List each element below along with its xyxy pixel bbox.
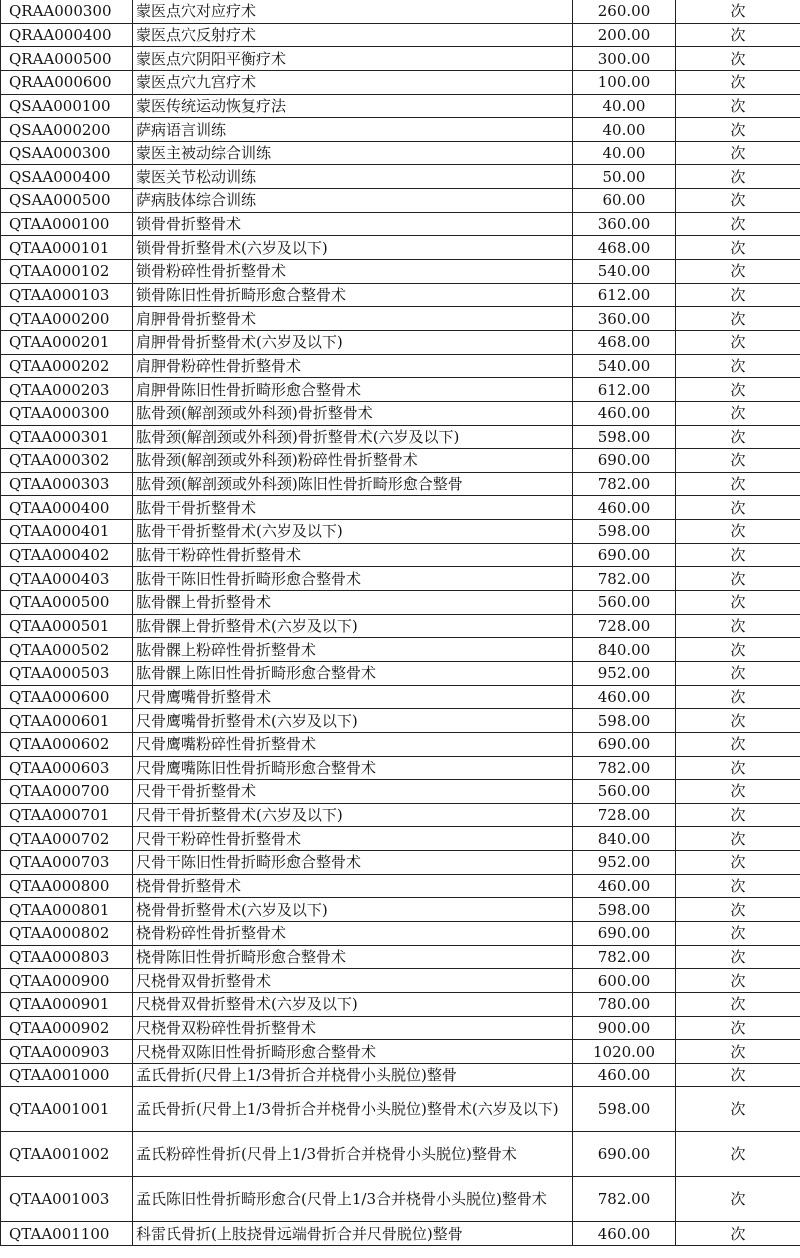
name-cell: 蒙医主被动综合训练: [133, 141, 573, 165]
price-cell: 690.00: [573, 543, 676, 567]
name-cell: 肱骨髁上骨折整骨术: [133, 591, 573, 615]
unit-cell: 次: [676, 189, 800, 213]
unit-cell: 次: [676, 543, 800, 567]
price-cell: 952.00: [573, 661, 676, 685]
price-cell: 50.00: [573, 165, 676, 189]
code-cell: QTAA000600: [1, 685, 133, 709]
unit-cell: 次: [676, 94, 800, 118]
unit-cell: 次: [676, 141, 800, 165]
name-cell: 蒙医传统运动恢复疗法: [133, 94, 573, 118]
code-cell: QTAA000201: [1, 330, 133, 354]
unit-cell: 次: [676, 1222, 800, 1246]
unit-cell: 次: [676, 898, 800, 922]
code-cell: QTAA000903: [1, 1040, 133, 1064]
name-cell: 蒙医点穴九宫疗术: [133, 70, 573, 94]
price-cell: 200.00: [573, 23, 676, 47]
table-row: [1, 496, 800, 520]
price-cell: 460.00: [573, 1222, 676, 1246]
code-cell: QSAA000400: [1, 165, 133, 189]
table-row: [1, 732, 800, 756]
name-cell: 肱骨颈(解剖颈或外科颈)粉碎性骨折整骨术: [133, 449, 573, 473]
unit-cell: 次: [676, 614, 800, 638]
unit-cell: 次: [676, 401, 800, 425]
code-cell: QTAA000603: [1, 756, 133, 780]
unit-cell: 次: [676, 496, 800, 520]
name-cell: 肩胛骨骨折整骨术(六岁及以下): [133, 330, 573, 354]
unit-cell: 次: [676, 330, 800, 354]
table-row: [1, 709, 800, 733]
price-cell: 60.00: [573, 189, 676, 213]
name-cell: 肱骨干陈旧性骨折畸形愈合整骨术: [133, 567, 573, 591]
table-row: [1, 0, 800, 23]
code-cell: QTAA001002: [1, 1132, 133, 1177]
unit-cell: 次: [676, 827, 800, 851]
code-cell: QTAA000601: [1, 709, 133, 733]
code-cell: QTAA000700: [1, 780, 133, 804]
code-cell: QTAA000800: [1, 874, 133, 898]
name-cell: 孟氏陈旧性骨折畸形愈合(尺骨上1/3合并桡骨小头脱位)整骨术: [133, 1177, 573, 1222]
price-cell: 560.00: [573, 591, 676, 615]
name-cell: 肱骨干骨折整骨术: [133, 496, 573, 520]
table-row: [1, 756, 800, 780]
name-cell: 萨病肢体综合训练: [133, 189, 573, 213]
price-cell: 690.00: [573, 921, 676, 945]
unit-cell: 次: [676, 1063, 800, 1087]
unit-cell: 次: [676, 780, 800, 804]
table-row: [1, 1177, 800, 1222]
unit-cell: 次: [676, 165, 800, 189]
code-cell: QTAA000301: [1, 425, 133, 449]
code-cell: QTAA000401: [1, 520, 133, 544]
code-cell: QTAA000502: [1, 638, 133, 662]
price-cell: 782.00: [573, 567, 676, 591]
unit-cell: 次: [676, 212, 800, 236]
table-row: [1, 851, 800, 875]
code-cell: QTAA000101: [1, 236, 133, 260]
unit-cell: 次: [676, 567, 800, 591]
unit-cell: 次: [676, 921, 800, 945]
code-cell: QSAA000200: [1, 118, 133, 142]
name-cell: 尺桡骨双陈旧性骨折畸形愈合整骨术: [133, 1040, 573, 1064]
unit-cell: 次: [676, 354, 800, 378]
name-cell: 肱骨髁上粉碎性骨折整骨术: [133, 638, 573, 662]
name-cell: 尺骨鹰嘴陈旧性骨折畸形愈合整骨术: [133, 756, 573, 780]
table-row: [1, 543, 800, 567]
name-cell: 肩胛骨粉碎性骨折整骨术: [133, 354, 573, 378]
price-cell: 690.00: [573, 1132, 676, 1177]
code-cell: QTAA000400: [1, 496, 133, 520]
unit-cell: 次: [676, 756, 800, 780]
table-row: [1, 614, 800, 638]
unit-cell: 次: [676, 945, 800, 969]
unit-cell: 次: [676, 472, 800, 496]
name-cell: 肱骨髁上陈旧性骨折畸形愈合整骨术: [133, 661, 573, 685]
name-cell: 尺骨鹰嘴骨折整骨术(六岁及以下): [133, 709, 573, 733]
table-row: [1, 827, 800, 851]
unit-cell: 次: [676, 0, 800, 23]
unit-cell: 次: [676, 661, 800, 685]
table-row: [1, 330, 800, 354]
price-cell: 460.00: [573, 496, 676, 520]
unit-cell: 次: [676, 1016, 800, 1040]
table-row: [1, 260, 800, 284]
unit-cell: 次: [676, 1087, 800, 1132]
table-row: [1, 141, 800, 165]
code-cell: QTAA000801: [1, 898, 133, 922]
price-cell: 598.00: [573, 898, 676, 922]
table-row: [1, 780, 800, 804]
price-cell: 40.00: [573, 118, 676, 142]
name-cell: 肱骨干粉碎性骨折整骨术: [133, 543, 573, 567]
unit-cell: 次: [676, 1040, 800, 1064]
price-cell: 598.00: [573, 1087, 676, 1132]
table-row: [1, 874, 800, 898]
price-cell: 612.00: [573, 378, 676, 402]
table-row: [1, 23, 800, 47]
price-cell: 782.00: [573, 756, 676, 780]
code-cell: QTAA001000: [1, 1063, 133, 1087]
code-cell: QRAA000400: [1, 23, 133, 47]
code-cell: QTAA000402: [1, 543, 133, 567]
table-row: [1, 283, 800, 307]
unit-cell: 次: [676, 520, 800, 544]
name-cell: 肱骨颈(解剖颈或外科颈)骨折整骨术: [133, 401, 573, 425]
price-cell: 840.00: [573, 827, 676, 851]
price-cell: 540.00: [573, 260, 676, 284]
unit-cell: 次: [676, 307, 800, 331]
unit-cell: 次: [676, 874, 800, 898]
code-cell: QTAA000202: [1, 354, 133, 378]
name-cell: 尺骨鹰嘴骨折整骨术: [133, 685, 573, 709]
name-cell: 尺骨鹰嘴粉碎性骨折整骨术: [133, 732, 573, 756]
unit-cell: 次: [676, 685, 800, 709]
name-cell: 孟氏粉碎性骨折(尺骨上1/3骨折合并桡骨小头脱位)整骨术: [133, 1132, 573, 1177]
unit-cell: 次: [676, 591, 800, 615]
name-cell: 锁骨陈旧性骨折畸形愈合整骨术: [133, 283, 573, 307]
price-cell: 460.00: [573, 401, 676, 425]
name-cell: 肩胛骨骨折整骨术: [133, 307, 573, 331]
table-row: [1, 638, 800, 662]
unit-cell: 次: [676, 47, 800, 71]
table-row: [1, 1132, 800, 1177]
code-cell: QTAA001003: [1, 1177, 133, 1222]
table-row: [1, 1040, 800, 1064]
name-cell: 孟氏骨折(尺骨上1/3骨折合并桡骨小头脱位)整骨: [133, 1063, 573, 1087]
table-row: [1, 685, 800, 709]
price-cell: 468.00: [573, 330, 676, 354]
name-cell: 桡骨骨折整骨术: [133, 874, 573, 898]
name-cell: 孟氏骨折(尺骨上1/3骨折合并桡骨小头脱位)整骨术(六岁及以下): [133, 1087, 573, 1132]
table-row: [1, 70, 800, 94]
price-cell: 100.00: [573, 70, 676, 94]
table-row: [1, 520, 800, 544]
code-cell: QTAA000802: [1, 921, 133, 945]
code-cell: QTAA000102: [1, 260, 133, 284]
code-cell: QTAA000703: [1, 851, 133, 875]
unit-cell: 次: [676, 70, 800, 94]
code-cell: QSAA000300: [1, 141, 133, 165]
unit-cell: 次: [676, 992, 800, 1016]
price-cell: 468.00: [573, 236, 676, 260]
code-cell: QTAA000501: [1, 614, 133, 638]
table-row: [1, 921, 800, 945]
code-cell: QTAA000902: [1, 1016, 133, 1040]
name-cell: 蒙医点穴对应疗术: [133, 0, 573, 23]
price-cell: 782.00: [573, 945, 676, 969]
name-cell: 蒙医关节松动训练: [133, 165, 573, 189]
name-cell: 肱骨髁上骨折整骨术(六岁及以下): [133, 614, 573, 638]
name-cell: 锁骨粉碎性骨折整骨术: [133, 260, 573, 284]
code-cell: QTAA001001: [1, 1087, 133, 1132]
table-row: [1, 378, 800, 402]
name-cell: 尺骨干骨折整骨术: [133, 780, 573, 804]
price-cell: 780.00: [573, 992, 676, 1016]
code-cell: QTAA000302: [1, 449, 133, 473]
unit-cell: 次: [676, 378, 800, 402]
name-cell: 肱骨干骨折整骨术(六岁及以下): [133, 520, 573, 544]
unit-cell: 次: [676, 425, 800, 449]
name-cell: 尺骨干骨折整骨术(六岁及以下): [133, 803, 573, 827]
price-cell: 728.00: [573, 614, 676, 638]
table-row: [1, 472, 800, 496]
table-row: [1, 212, 800, 236]
price-cell: 782.00: [573, 1177, 676, 1222]
unit-cell: 次: [676, 283, 800, 307]
name-cell: 桡骨粉碎性骨折整骨术: [133, 921, 573, 945]
table-row: [1, 969, 800, 993]
table-row: [1, 118, 800, 142]
price-cell: 460.00: [573, 1063, 676, 1087]
code-cell: QRAA000600: [1, 70, 133, 94]
name-cell: 蒙医点穴反射疗术: [133, 23, 573, 47]
table-row: [1, 661, 800, 685]
price-cell: 612.00: [573, 283, 676, 307]
name-cell: 尺桡骨双粉碎性骨折整骨术: [133, 1016, 573, 1040]
code-cell: QTAA000403: [1, 567, 133, 591]
name-cell: 肩胛骨陈旧性骨折畸形愈合整骨术: [133, 378, 573, 402]
name-cell: 肱骨颈(解剖颈或外科颈)骨折整骨术(六岁及以下): [133, 425, 573, 449]
price-cell: 40.00: [573, 141, 676, 165]
table-row: [1, 354, 800, 378]
table-row: [1, 47, 800, 71]
table-row: [1, 945, 800, 969]
table-row: [1, 425, 800, 449]
price-cell: 560.00: [573, 780, 676, 804]
table-row: [1, 401, 800, 425]
price-cell: 598.00: [573, 709, 676, 733]
code-cell: QTAA000803: [1, 945, 133, 969]
price-cell: 952.00: [573, 851, 676, 875]
price-cell: 900.00: [573, 1016, 676, 1040]
code-cell: QTAA000100: [1, 212, 133, 236]
price-cell: 460.00: [573, 685, 676, 709]
unit-cell: 次: [676, 638, 800, 662]
code-cell: QTAA000503: [1, 661, 133, 685]
name-cell: 桡骨陈旧性骨折畸形愈合整骨术: [133, 945, 573, 969]
name-cell: 桡骨骨折整骨术(六岁及以下): [133, 898, 573, 922]
name-cell: 肱骨颈(解剖颈或外科颈)陈旧性骨折畸形愈合整骨: [133, 472, 573, 496]
code-cell: QTAA000300: [1, 401, 133, 425]
unit-cell: 次: [676, 1132, 800, 1177]
table-row: [1, 449, 800, 473]
code-cell: QTAA000900: [1, 969, 133, 993]
unit-cell: 次: [676, 1177, 800, 1222]
price-cell: 840.00: [573, 638, 676, 662]
name-cell: 尺骨干陈旧性骨折畸形愈合整骨术: [133, 851, 573, 875]
table-row: [1, 898, 800, 922]
code-cell: QTAA000602: [1, 732, 133, 756]
name-cell: 尺桡骨双骨折整骨术(六岁及以下): [133, 992, 573, 1016]
table-row: [1, 992, 800, 1016]
table-row: [1, 1222, 800, 1246]
price-cell: 690.00: [573, 732, 676, 756]
unit-cell: 次: [676, 709, 800, 733]
price-cell: 40.00: [573, 94, 676, 118]
table-row: [1, 803, 800, 827]
code-cell: QTAA000303: [1, 472, 133, 496]
code-cell: QTAA000701: [1, 803, 133, 827]
price-cell: 728.00: [573, 803, 676, 827]
code-cell: QTAA000901: [1, 992, 133, 1016]
unit-cell: 次: [676, 732, 800, 756]
table-row: [1, 591, 800, 615]
code-cell: QSAA000100: [1, 94, 133, 118]
code-cell: QTAA000702: [1, 827, 133, 851]
price-cell: 782.00: [573, 472, 676, 496]
unit-cell: 次: [676, 969, 800, 993]
table-row: [1, 1063, 800, 1087]
price-cell: 540.00: [573, 354, 676, 378]
table-row: [1, 567, 800, 591]
code-cell: QRAA000500: [1, 47, 133, 71]
price-cell: 360.00: [573, 212, 676, 236]
table-row: [1, 1016, 800, 1040]
price-cell: 260.00: [573, 0, 676, 23]
code-cell: QSAA000500: [1, 189, 133, 213]
table-row: [1, 94, 800, 118]
unit-cell: 次: [676, 260, 800, 284]
price-cell: 360.00: [573, 307, 676, 331]
table-row: [1, 307, 800, 331]
code-cell: QRAA000300: [1, 0, 133, 23]
name-cell: 萨病语言训练: [133, 118, 573, 142]
unit-cell: 次: [676, 23, 800, 47]
price-cell: 598.00: [573, 425, 676, 449]
code-cell: QTAA000203: [1, 378, 133, 402]
table-row: [1, 165, 800, 189]
unit-cell: 次: [676, 236, 800, 260]
unit-cell: 次: [676, 449, 800, 473]
name-cell: 尺桡骨双骨折整骨术: [133, 969, 573, 993]
price-cell: 600.00: [573, 969, 676, 993]
table-row: [1, 236, 800, 260]
table-row: [1, 1087, 800, 1132]
table-row: [1, 189, 800, 213]
table-body: [1, 0, 800, 1246]
price-cell: 598.00: [573, 520, 676, 544]
unit-cell: 次: [676, 851, 800, 875]
price-cell: 690.00: [573, 449, 676, 473]
price-cell: 300.00: [573, 47, 676, 71]
name-cell: 蒙医点穴阴阳平衡疗术: [133, 47, 573, 71]
name-cell: 锁骨骨折整骨术: [133, 212, 573, 236]
code-cell: QTAA000200: [1, 307, 133, 331]
name-cell: 尺骨干粉碎性骨折整骨术: [133, 827, 573, 851]
unit-cell: 次: [676, 118, 800, 142]
code-cell: QTAA001100: [1, 1222, 133, 1246]
name-cell: 锁骨骨折整骨术(六岁及以下): [133, 236, 573, 260]
price-cell: 460.00: [573, 874, 676, 898]
code-cell: QTAA000103: [1, 283, 133, 307]
unit-cell: 次: [676, 803, 800, 827]
code-cell: QTAA000500: [1, 591, 133, 615]
price-cell: 1020.00: [573, 1040, 676, 1064]
name-cell: 科雷氏骨折(上肢挠骨远端骨折合并尺骨脱位)整骨: [133, 1222, 573, 1246]
